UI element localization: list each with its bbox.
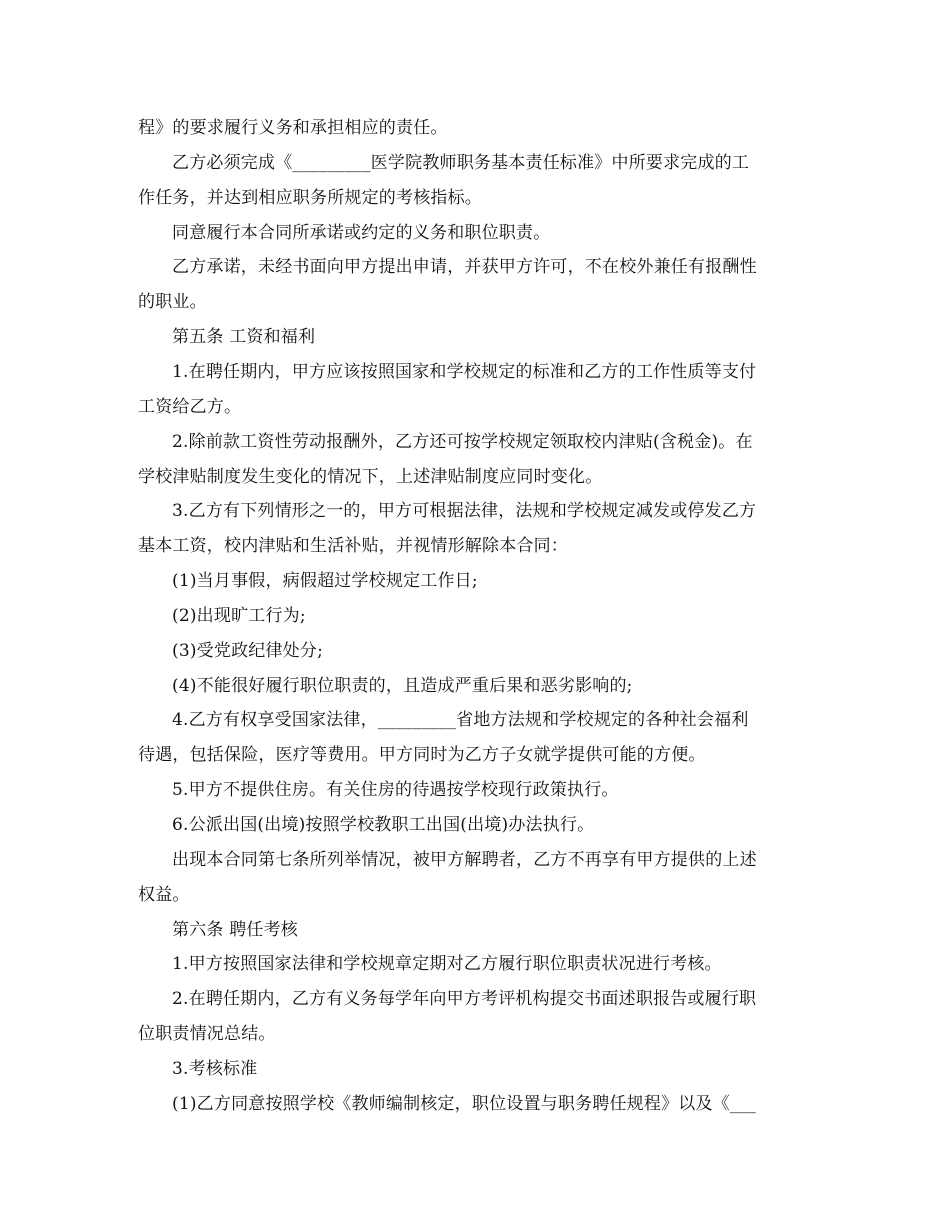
document-line: 基本工资，校内津贴和生活补贴，并视情形解除本合同： (138, 536, 568, 557)
document-line: 5.甲方不提供住房。有关住房的待遇按学校现行政策执行。 (172, 780, 619, 801)
document-line: 工资给乙方。 (138, 396, 242, 417)
document-line: (1)乙方同意按照学校《教师编制核定，职位设置与职务聘任规程》以及《___ (172, 1093, 756, 1114)
document-line: 2.除前款工资性劳动报酬外，乙方还可按学校规定领取校内津贴(含税金)。在 (172, 431, 753, 452)
document-line: 3.考核标准 (172, 1058, 258, 1079)
document-line: 位职责情况总结。 (138, 1024, 276, 1045)
document-line: 程》的要求履行义务和承担相应的责任。 (138, 118, 448, 138)
document-line: 的职业。 (138, 292, 207, 313)
document-line: (2)出现旷工行为; (172, 605, 306, 626)
document-line: 学校津贴制度发生变化的情况下，上述津贴制度应同时变化。 (138, 466, 603, 487)
document-line: 6.公派出国(出境)按照学校教职工出国(出境)办法执行。 (172, 815, 595, 835)
document-line: 4.乙方有权享受国家法律，_________省地方法规和学校规定的各种社会福利 (172, 710, 749, 731)
document-line: 待遇，包括保险，医疗等费用。甲方同时为乙方子女就学提供可能的方便。 (138, 745, 706, 766)
document-line: 1.在聘任期内，甲方应该按照国家和学校规定的标准和乙方的工作性质等支付 (172, 361, 757, 382)
document-line: 第五条 工资和福利 (172, 327, 316, 348)
document-line: 权益。 (138, 884, 190, 905)
document-line: 2.在聘任期内，乙方有义务每学年向甲方考评机构提交书面述职报告或履行职 (172, 989, 757, 1010)
document-line: 出现本合同第七条所列举情况，被甲方解聘者，乙方不再享有甲方提供的上述 (172, 849, 757, 870)
document-line: (4)不能很好履行职位职责的，且造成严重后果和恶劣影响的; (172, 675, 633, 696)
document-line: 第六条 聘任考核 (172, 919, 299, 940)
document-line: (3)受党政纪律处分; (172, 640, 324, 661)
document-line: 乙方承诺，未经书面向甲方提出申请，并获甲方许可，不在校外兼任有报酬性 (172, 257, 757, 278)
document-line: 3.乙方有下列情形之一的，甲方可根据法律，法规和学校规定减发或停发乙方 (172, 501, 757, 522)
document-line: (1)当月事假，病假超过学校规定工作日; (172, 571, 478, 592)
document-line: 1.甲方按照国家法律和学校规章定期对乙方履行职位职责状况进行考核。 (172, 954, 722, 975)
document-line: 同意履行本合同所承诺或约定的义务和职位职责。 (172, 222, 551, 243)
document-line: 乙方必须完成《_________医学院教师职务基本责任标准》中所要求完成的工 (172, 152, 750, 173)
document-line: 作任务，并达到相应职务所规定的考核指标。 (138, 187, 482, 208)
